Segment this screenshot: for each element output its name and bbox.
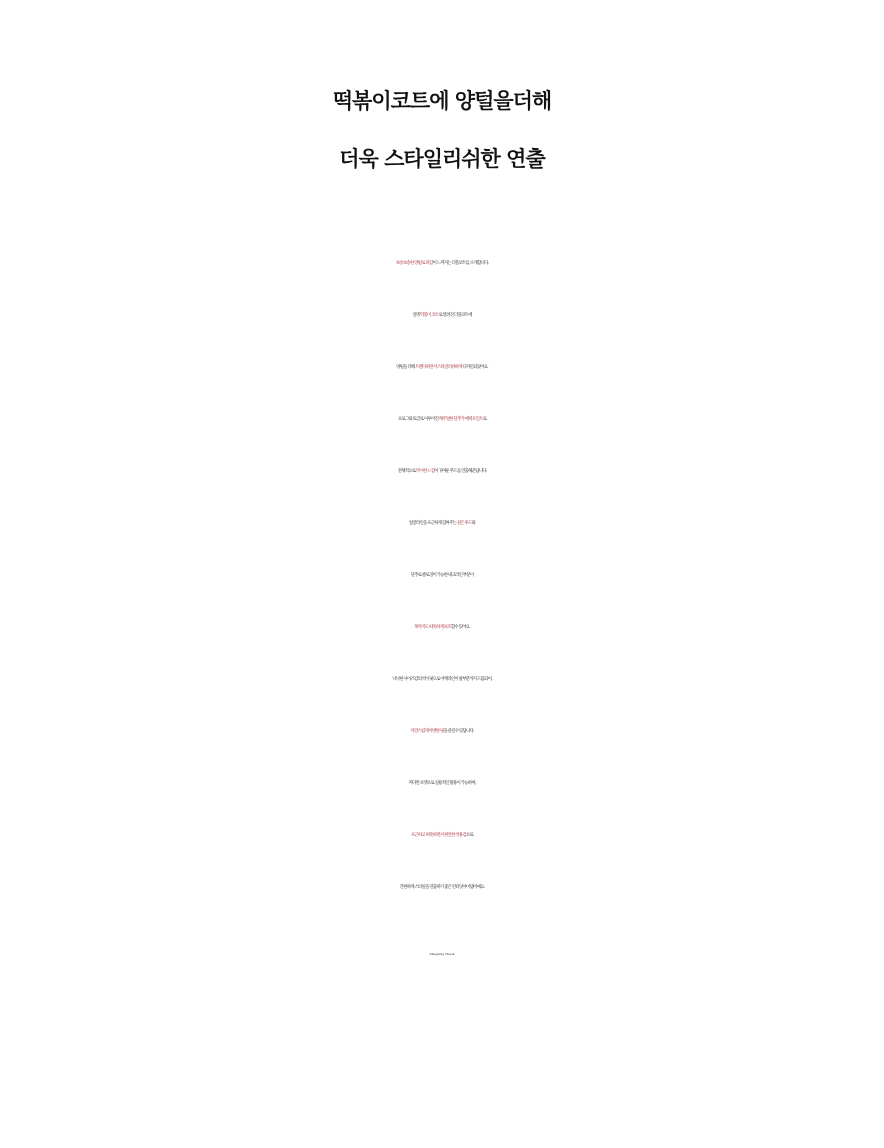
description-line [0, 550, 884, 602]
highlight-text: 포근하고 따뜻하면서 편안한 착용감 [410, 833, 466, 838]
description-line [0, 654, 884, 706]
description-text: 낙낙한 사이즈감의 박시핏으로 어깨라인이 팔부분까지 드롭되어, [392, 677, 492, 682]
description-text: 커다란 포켓으로 실용적인 활용이 가능하며, [408, 781, 476, 786]
description-line [0, 238, 884, 290]
note-line-2 [0, 1016, 884, 1047]
description-line [0, 446, 884, 498]
description-text: 양털을 더해 [396, 365, 416, 370]
description-text: 을 즐길수 있답니다. [443, 729, 474, 734]
description-text: 와 [471, 521, 476, 526]
highlight-text: 트렌디하면서 스타일리쉬하게 [415, 365, 462, 370]
description-text: 일명 [412, 313, 421, 318]
description-text: 로 [482, 417, 487, 422]
description-line [0, 602, 884, 654]
description-line [0, 862, 884, 914]
description-line [0, 706, 884, 758]
headline-line-2: 더욱 스타일리쉬한 연출 [339, 147, 545, 171]
highlight-text: 떡볶이 코트 [420, 313, 439, 318]
highlight-text: 보송보송한 양털로 퍼감 [395, 261, 433, 266]
description-line [0, 342, 884, 394]
note-line-1 [0, 985, 884, 1016]
description-line [0, 758, 884, 810]
description-line [0, 394, 884, 446]
description-line [0, 290, 884, 342]
description-text: 할수 있어요. [450, 625, 470, 630]
highlight-text: 자연스럽게 아방한 핏 [410, 729, 444, 734]
description-text: 간편하게 스타일을 연출하기 좋은 윈터잇아이템이예요. [399, 885, 485, 890]
description-line [0, 810, 884, 862]
highlight-text: 박시한 느낌 [415, 469, 435, 474]
description-text: 이 귀여운 무드를 연출해준답니다. [434, 469, 487, 474]
note-line-3 [0, 1047, 884, 1078]
highlight-text: 깊은 후드 [456, 521, 472, 526]
headline-line-1: 떡볶이코트에 양털을더해 [332, 89, 552, 113]
shopping-check-notes [0, 985, 884, 1078]
description-text: 전체적으로 [397, 469, 416, 474]
description-line [0, 498, 884, 550]
description-text: 로 알려진 더플코트에 [438, 313, 472, 318]
highlight-text: 목까지도 따뜻하게 보호 [414, 625, 451, 630]
description-text: 디자인되었어요. [461, 365, 488, 370]
description-text: 으로 [466, 833, 474, 838]
description-text: 얼굴라인을 포근하게 감싸주는 [408, 521, 457, 526]
description-text: 단추로 클로징이 가능한 네크라인 부분이 [410, 573, 474, 578]
description-text: 프로그와 토글로 이루어진 [397, 417, 439, 422]
product-description [0, 238, 884, 914]
shopping-check-title: Shopping Check [429, 952, 455, 956]
highlight-text: 캐주얼한 단추가 매력포인트 [438, 417, 483, 422]
description-text: 이 느껴지는 더플코트를 소개합니다. [432, 261, 489, 266]
headline [0, 72, 884, 188]
